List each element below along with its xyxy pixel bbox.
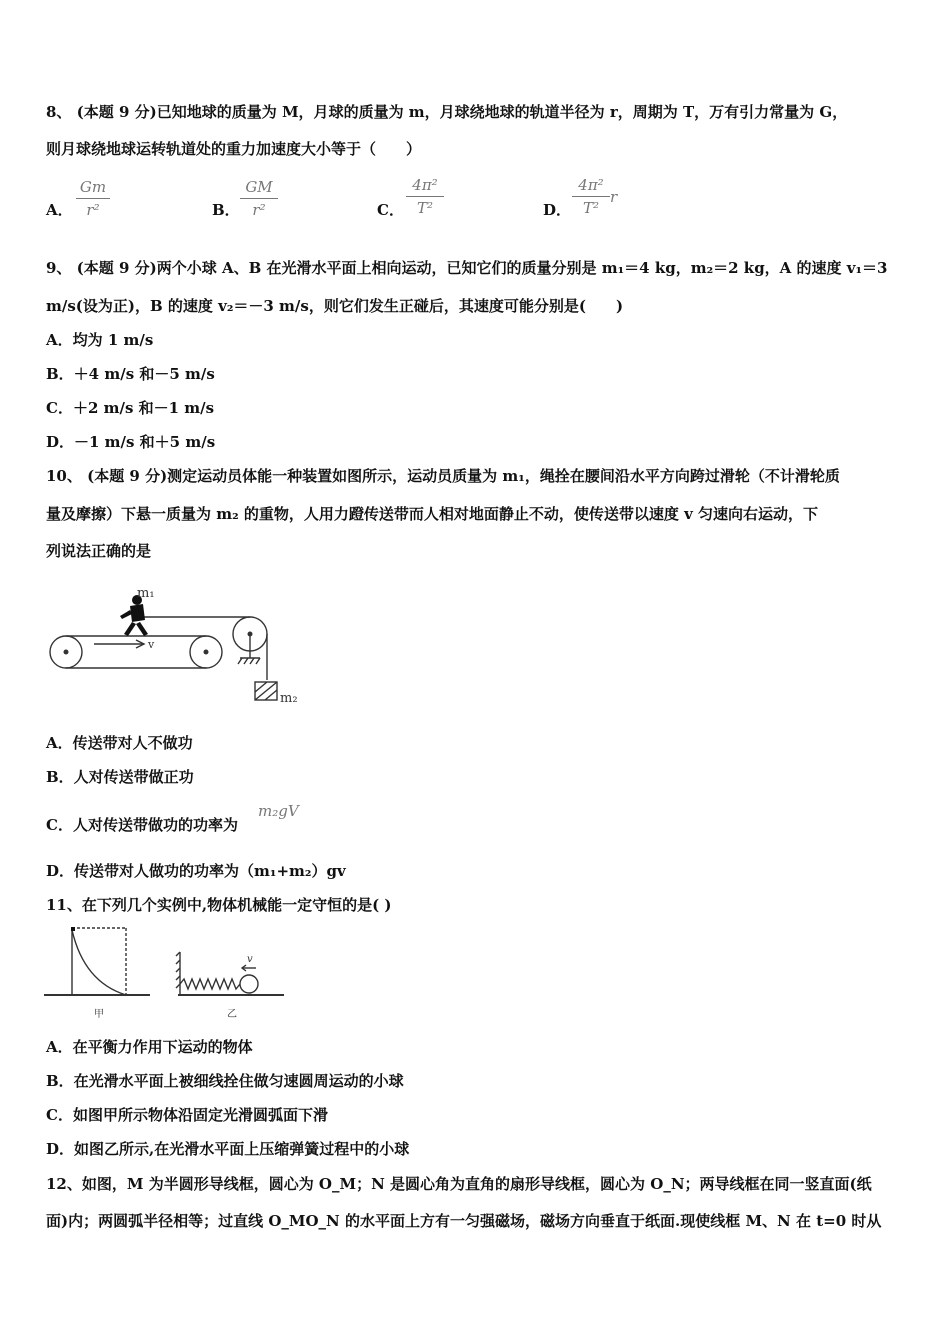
q8-option-a-fraction	[76, 178, 110, 219]
q8-option-d-label: D．	[543, 201, 572, 219]
q8-option-c-label: C．	[377, 201, 404, 219]
spring-icon	[180, 979, 240, 989]
q8-option-d-numerator: 4π²	[572, 176, 610, 197]
q8-option-c-numerator: 4π²	[406, 176, 444, 197]
q12-line2: 面)内；两圆弧半径相等；过直线 O_MO_N 的水平面上方有一匀强磁场，磁场方向垂直于纸面.现使线框 M、N 在 t=0 时从	[46, 1212, 882, 1230]
q8-option-d-fraction	[572, 176, 610, 217]
q10-line2: 量及摩擦）下悬一质量为 m₂ 的重物，人用力蹬传送带而人相对地面静止不动，使传送带以速度 v 匀速向右运动，下	[46, 505, 819, 523]
q9-line1: 9、 (本题 9 分)两个小球 A、B 在光滑水平面上相向运动，已知它们的质量分别是 m₁＝4 kg，m₂＝2 kg，A 的速度 v₁＝3	[46, 259, 888, 277]
jia-arc	[72, 930, 126, 995]
q10-conveyor-figure	[44, 582, 304, 712]
q8-option-a-denominator: r²	[86, 201, 100, 219]
label-v: v	[148, 638, 155, 651]
q9-option-a: A．均为 1 m/s	[46, 331, 154, 349]
q8-option-a-label: A．	[46, 201, 73, 219]
q8-option-b-label: B．	[212, 201, 240, 219]
q9-line2: m/s(设为正)，B 的速度 v₂＝－3 m/s，则它们发生正碰后，其速度可能分别是( )	[46, 297, 624, 315]
q11-option-a: A．在平衡力作用下运动的物体	[46, 1038, 253, 1056]
q10-option-a: A．传送带对人不做功	[46, 734, 193, 752]
q8-option-d-suffix: r	[610, 188, 618, 206]
q10-option-d: D．传送带对人做功的功率为（m₁+m₂）gv	[46, 862, 346, 880]
q8-option-a-numerator: Gm	[76, 178, 110, 199]
q12-line1: 12、如图，M 为半圆形导线框，圆心为 O_M；N 是圆心角为直角的扇形导线框，圆心为 O_N；两导线框在同一竖直面(纸	[46, 1175, 872, 1193]
q11-line1: 11、在下列几个实例中,物体机械能一定守恒的是( )	[46, 896, 392, 914]
q8-option-c-denominator: T²	[416, 199, 434, 217]
q11-figure	[44, 922, 294, 1022]
q9-option-b: B．＋4 m/s 和－5 m/s	[46, 365, 215, 383]
q8-line1: 8、 (本题 9 分)已知地球的质量为 M，月球的质量为 m，月球绕地球的轨道半径为 r，周期为 T，万有引力常量为 G，	[46, 103, 848, 121]
q8-option-d-denominator: T²	[582, 199, 600, 217]
q8-option-b-fraction	[240, 178, 278, 219]
q8-option-b-numerator: GM	[240, 178, 278, 199]
label-yi: 乙	[227, 1009, 237, 1020]
label-m2: m₂	[280, 691, 298, 706]
label-m1: m₁	[137, 586, 155, 601]
q8-line2: 则月球绕地球运转轨道处的重力加速度大小等于（ ）	[46, 140, 422, 158]
q10-option-c-formula: m₂gV	[258, 802, 299, 820]
runner-icon	[120, 595, 148, 636]
q8-option-c-fraction	[406, 176, 444, 217]
label-jia: 甲	[94, 1009, 104, 1020]
q8-option-b-denominator: r²	[252, 201, 266, 219]
q10-line3: 列说法正确的是	[46, 542, 152, 560]
ball-icon	[240, 975, 258, 993]
q10-option-b: B．人对传送带做正功	[46, 768, 194, 786]
q11-option-c: C．如图甲所示物体沿固定光滑圆弧面下滑	[46, 1106, 328, 1124]
q11-option-d: D．如图乙所示,在光滑水平面上压缩弹簧过程中的小球	[46, 1140, 410, 1158]
q10-option-c: C．人对传送带做功的功率为	[46, 816, 238, 834]
q11-option-b: B．在光滑水平面上被细线拴住做匀速圆周运动的小球	[46, 1072, 404, 1090]
label-v2: v	[247, 954, 253, 965]
q9-option-d: D．－1 m/s 和＋5 m/s	[46, 433, 216, 451]
q9-option-c: C．＋2 m/s 和－1 m/s	[46, 399, 215, 417]
q10-line1: 10、 (本题 9 分)测定运动员体能一种装置如图所示，运动员质量为 m₁，绳拴在腰间沿水平方向跨过滑轮（不计滑轮质	[46, 467, 840, 485]
